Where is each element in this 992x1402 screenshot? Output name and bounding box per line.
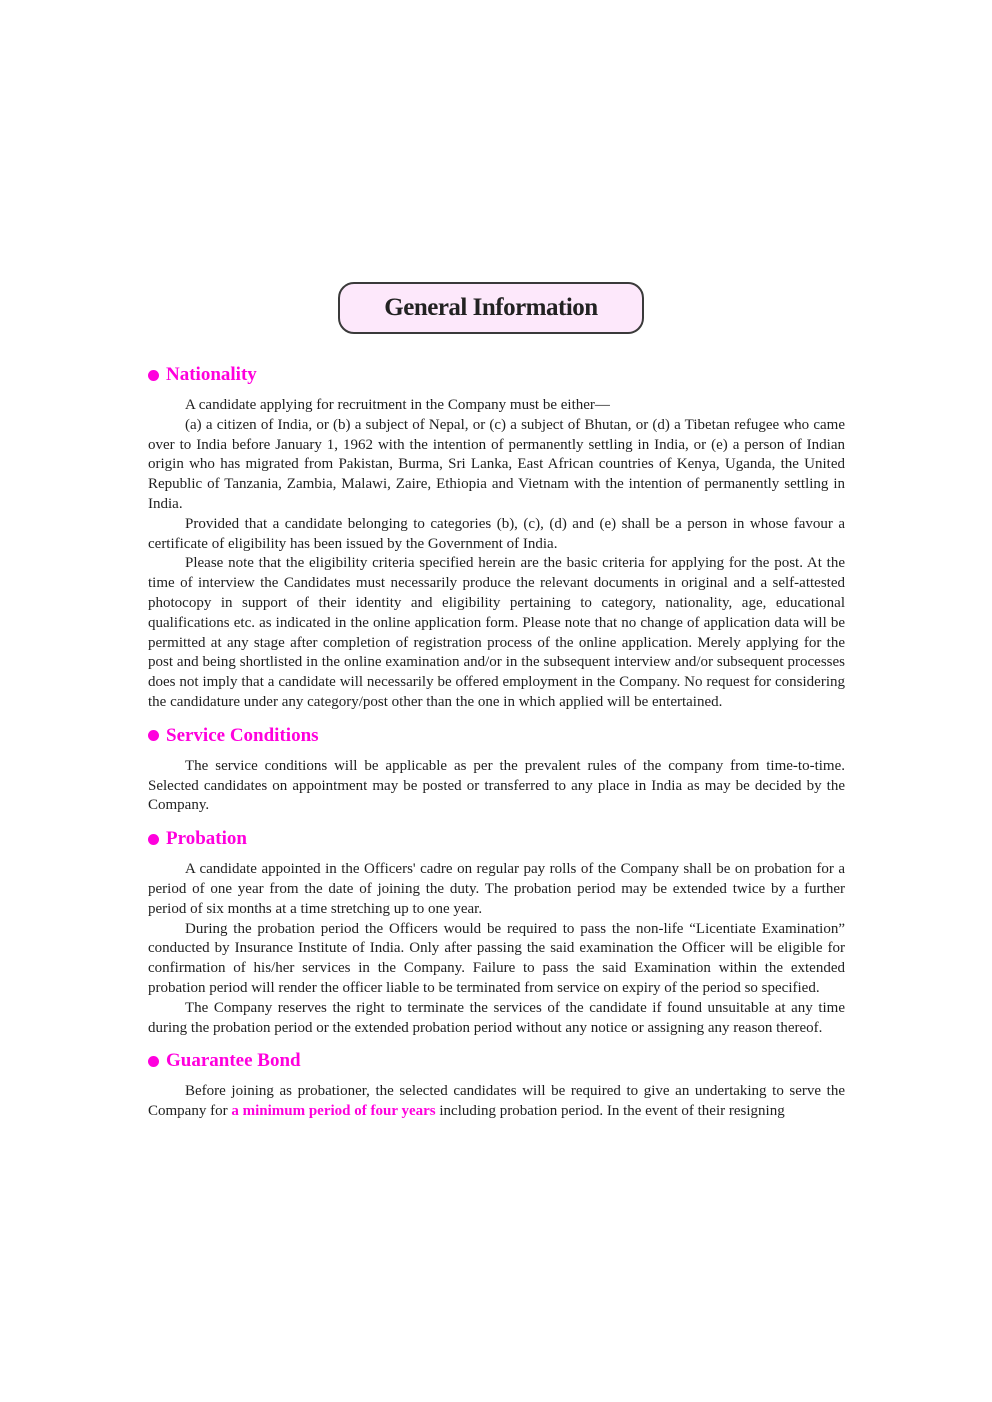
highlighted-text: a minimum period of four years xyxy=(231,1103,436,1120)
paragraph: A candidate appointed in the Officers' cadre on regular pay rolls of the Company shall be on probation for a period of one year from the date of joining the duty. The probation period may be extended twice by a further period of six months at a time stretching up to one year. xyxy=(148,861,845,917)
paragraph: Provided that a candidate belonging to categories (b), (c), (d) and (e) shall be a person in whose favour a certificate of eligibility has been issued by the Government of India. xyxy=(148,515,845,552)
section-heading-text: Service Conditions xyxy=(166,724,319,746)
paragraph: Please note that the eligibility criteria specified herein are the basic criteria for applying for the post. At the time of interview the Candidates must necessarily produce the relevant documents in original and a self-attested photocopy in support of their identity and eligibility pertaining to category, nationality, age, educational qualifications etc. as indicated in the online application form. Please note that no change of application data will be permitted at any stage after completion of registration process of the online application. Merely applying for the post and being shortlisted in the online examination and/or in the subsequent interview and/or subsequent processes does not imply that a candidate will necessarily be offered employment in the Company. No request for considering the candidature under any category/post other than the one in which applied will be entertained. xyxy=(148,555,845,710)
section-heading xyxy=(148,362,845,388)
section-probation xyxy=(148,826,845,1038)
paragraph: The service conditions will be applicable as per the prevalent rules of the company from time-to-time. Selected candidates on appointment may be posted or transferred to any place in India as may be decided by the Company. xyxy=(148,757,845,814)
paragraph: During the probation period the Officers would be required to pass the non-life “Licentiate Examination” conducted by Insurance Institute of India. Only after passing the said examination the Officer will be eligible for confirmation of his/her services in the Company. Failure to pass the said Examination within the extended probation period will render the officer liable to be terminated from service on expiry of the period so specified. xyxy=(148,920,845,996)
paragraph: The Company reserves the right to terminate the services of the candidate if found unsuitable at any time during the probation period or the extended probation period without any notice or assigning any reason thereof. xyxy=(148,999,845,1036)
paragraph: A candidate applying for recruitment in the Company must be either— xyxy=(185,397,610,413)
page-title: General Information xyxy=(384,294,598,321)
section-heading xyxy=(148,1048,845,1074)
paragraph-text: Before joining as probationer, the selected candidates will be required to give an undertaking to serve the Company for xyxy=(148,1083,845,1120)
section-heading-text: Probation xyxy=(166,828,247,850)
section-nationality xyxy=(148,362,845,713)
bullet-icon xyxy=(148,370,159,381)
paragraph: (a) a citizen of India, or (b) a subject of Nepal, or (c) a subject of Bhutan, or (d) a Tibetan refugee who came over to India before January 1, 1962 with the intention of permanently settling in India, or (e) a person of Indian origin who has migrated from Pakistan, Burma, Sri Lanka, East African countries of Kenya, Uganda, the United Republic of Tanzania, Zambia, Malawi, Zaire, Ethiopia and Vietnam with the intention of permanently settling in India. xyxy=(148,416,845,512)
paragraph-text: including probation period. In the event of their resigning xyxy=(435,1103,785,1120)
title-box xyxy=(338,282,644,334)
section-heading xyxy=(148,826,845,852)
bullet-icon xyxy=(148,834,159,845)
bullet-icon xyxy=(148,1056,159,1067)
section-service-conditions xyxy=(148,723,845,816)
bullet-icon xyxy=(148,730,159,741)
paragraph xyxy=(148,1082,845,1122)
document-body xyxy=(148,362,845,1132)
section-heading xyxy=(148,723,845,749)
section-guarantee-bond xyxy=(148,1048,845,1122)
section-heading-text: Nationality xyxy=(166,364,257,385)
section-heading-text: Guarantee Bond xyxy=(166,1050,301,1072)
